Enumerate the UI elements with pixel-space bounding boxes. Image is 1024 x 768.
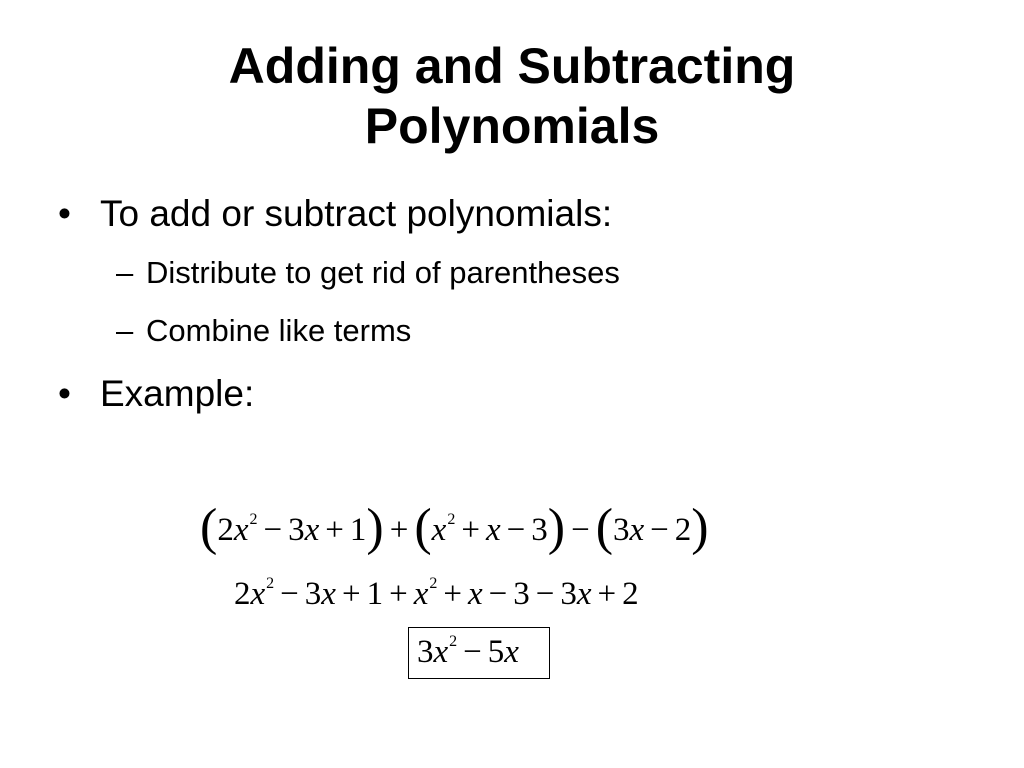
bullet-item — [58, 370, 988, 418]
variable: x — [304, 512, 320, 548]
exponent: 2 — [249, 511, 258, 528]
example-distributed: $2x^2 - 3x + 1 + x^2 + x - 3 - 3x + 2$ — [234, 575, 639, 612]
variable: x — [321, 576, 336, 612]
operator: − — [263, 512, 283, 548]
variable: x — [467, 576, 483, 612]
variable: x — [233, 512, 249, 548]
operator: − — [280, 576, 299, 612]
sub-bullet-item — [58, 302, 988, 360]
variable: x — [504, 634, 519, 670]
example-answer: $3x^2 - 5x$ — [417, 633, 519, 670]
variable: x — [485, 512, 501, 548]
operator: + — [461, 512, 480, 548]
sub-bullet-marker: – — [116, 255, 134, 290]
operator: + — [389, 576, 408, 612]
operator: − — [488, 576, 508, 612]
sub-bullet-list — [58, 244, 988, 360]
exponent: 2 — [266, 575, 275, 592]
variable: x — [431, 512, 447, 548]
parenthesis: ) — [691, 499, 709, 556]
operator: − — [463, 634, 482, 670]
bullet-text: Example: — [100, 373, 255, 414]
parenthesis: ( — [414, 499, 432, 556]
sub-bullet-text: Combine like terms — [146, 313, 412, 348]
variable: x — [629, 512, 645, 548]
operator: + — [443, 576, 462, 612]
variable: x — [250, 576, 266, 612]
operator: + — [325, 512, 344, 548]
exponent: 2 — [447, 511, 456, 528]
bullet-text: To add or subtract polynomials: — [100, 193, 613, 234]
operator: + — [341, 576, 361, 612]
answer-box — [408, 627, 550, 679]
parenthesis: ( — [200, 499, 218, 556]
slide-title — [0, 36, 1024, 156]
operator: − — [571, 512, 590, 548]
exponent: 2 — [449, 633, 458, 650]
operator: − — [650, 512, 669, 548]
parenthesis: ( — [595, 499, 614, 556]
sub-bullet-item — [58, 244, 988, 302]
bullet-marker: • — [58, 373, 71, 414]
exponent: 2 — [429, 575, 438, 592]
slide-title-line2: Polynomials — [364, 98, 660, 154]
slide-title-line1: Adding and Subtracting — [228, 38, 796, 94]
example-expression: $(2x^2 - 3x + 1) + (x^2 + x - 3) - (3x - 2)$ — [200, 499, 709, 556]
operator: − — [506, 512, 526, 548]
operator: + — [389, 512, 409, 548]
variable: x — [433, 634, 449, 670]
sub-bullet-marker: – — [116, 313, 134, 348]
operator: − — [535, 576, 555, 612]
bullet-marker: • — [58, 193, 71, 234]
parenthesis: ) — [547, 499, 566, 556]
bullet-list — [58, 190, 988, 418]
parenthesis: ) — [366, 499, 384, 556]
variable: x — [576, 576, 592, 612]
sub-bullet-text: Distribute to get rid of parentheses — [146, 255, 620, 290]
bullet-item — [58, 190, 988, 238]
operator: + — [597, 576, 617, 612]
variable: x — [413, 576, 429, 612]
